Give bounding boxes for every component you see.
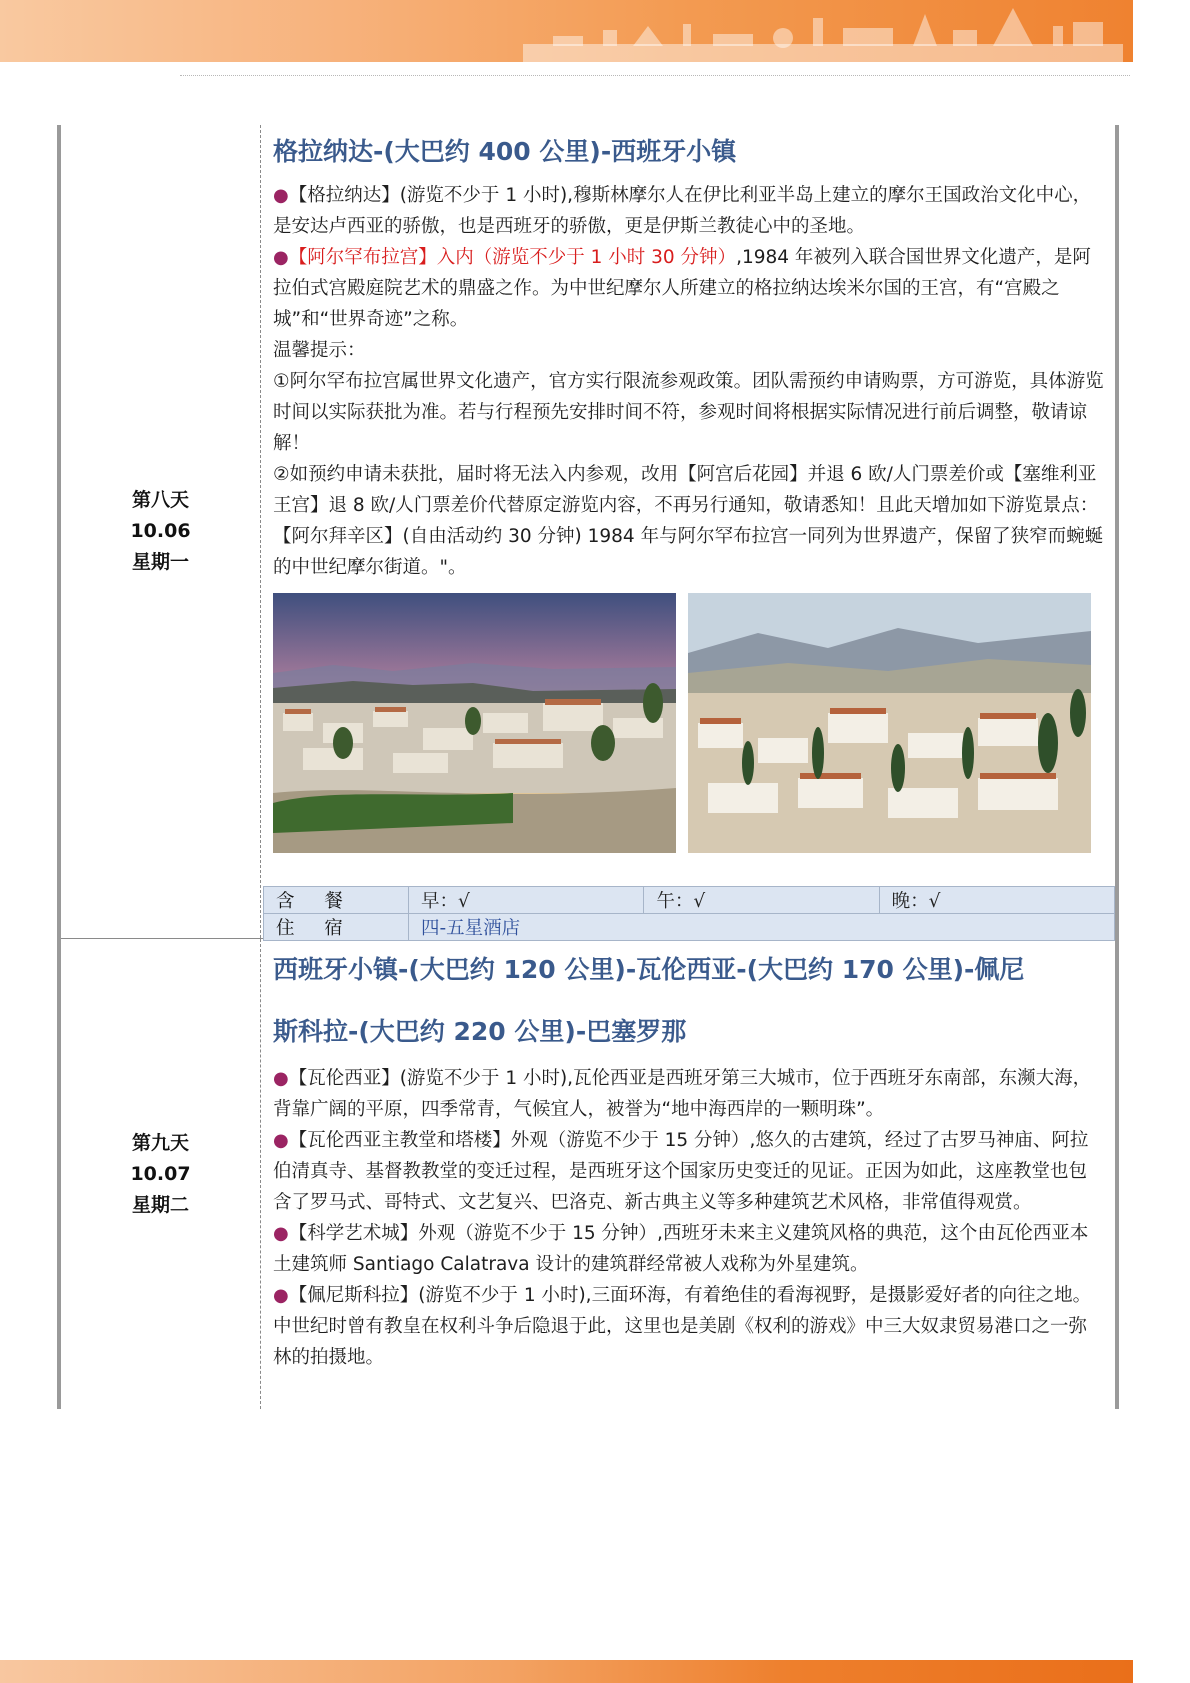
bullet-icon: ● [273, 1285, 289, 1306]
meals-lodging-table [263, 886, 1115, 941]
attraction-alhambra: ●【阿尔罕布拉宫】入内（游览不少于 1 小时 30 分钟）,1984 年被列入联合国世界文化遗产，是阿拉伯式宫殿庭院艺术的鼎盛之作。为中世纪摩尔人所建立的格拉纳达埃米尔国的王宫，有“宫殿之城”和“世界奇迹”之称。 [273, 247, 1091, 330]
attraction-granada: ●【格拉纳达】(游览不少于 1 小时),穆斯林摩尔人在伊比利亚半岛上建立的摩尔王国政治文化中心，是安达卢西亚的骄傲，也是西班牙的骄傲，更是伊斯兰教徒心中的圣地。 [273, 185, 1092, 237]
header-divider [180, 75, 1130, 76]
day-cell [61, 125, 261, 938]
dinner: 晚：√ [879, 887, 1114, 914]
day-weekday: 星期二 [131, 1193, 189, 1216]
attraction-peniscola: ●【佩尼斯科拉】(游览不少于 1 小时),三面环海，有着绝佳的看海视野，是摄影爱好者的向往之地。中世纪时曾有教皇在权利斗争后隐退于此，这里也是美剧《权利的游戏》中三大奴隶贸易港口之一弥林的拍摄地。 [273, 1285, 1092, 1368]
bullet-icon: ● [273, 1130, 289, 1151]
attraction-valencia-cathedral: ●【瓦伦西亚主教堂和塔楼】外观（游览不少于 15 分钟）,悠久的古建筑，经过了古罗马神庙、阿拉伯清真寺、基督教教堂的变迁过程，是西班牙这个国家历史变迁的见证。正因为如此，这座教堂也包含了罗马式、哥特式、文艺复兴、巴洛克、新古典主义等多种建筑艺术风格，非常值得观赏。 [273, 1130, 1089, 1213]
meals-label: 含 餐 [264, 887, 409, 914]
photo-row [273, 593, 1105, 853]
footer-banner [0, 1660, 1133, 1683]
hotel-value: 四-五星酒店 [409, 914, 1115, 941]
day-label [130, 485, 190, 578]
day-row-8 [61, 125, 1115, 939]
day-number: 第九天 [131, 1131, 189, 1154]
granada-sunset-photo [273, 593, 676, 853]
itinerary-table [57, 125, 1119, 1409]
tip-2: ②如预约申请未获批，届时将无法入内参观，改用【阿宫后花园】并退 6 欧/人门票差价或【塞维利亚王宫】退 8 欧/人门票差价代替原定游览内容，不再另行通知，敬请悉知！且此天增加如下游览景点：【阿尔拜辛区】(自由活动约 30 分钟) 1984 年与阿尔罕布拉宫一同列为世界遗产，保留了狭窄而蜿蜒的中世纪摩尔街道。"。 [273, 464, 1104, 578]
day-number: 第八天 [131, 489, 189, 511]
day-weekday: 星期一 [131, 551, 189, 573]
day-label [130, 1128, 190, 1221]
route-title-line-1: 西班牙小镇-(大巴约 120 公里)-瓦伦西亚-(大巴约 170 公里)-佩尼 [273, 955, 1025, 984]
lodging-label: 住 宿 [264, 914, 409, 941]
tip-1: ①阿尔罕布拉宫属世界文化遗产，官方实行限流参观政策。团队需预约申请购票，方可游览，具体游览时间以实际获批为准。若与行程预先安排时间不符，参观时间将根据实际情况进行前后调整，敬请谅解！ [273, 371, 1104, 454]
breakfast: 早：√ [409, 887, 644, 914]
route-title-line-2: 斯科拉-(大巴约 220 公里)-巴塞罗那 [273, 1017, 687, 1046]
bullet-icon: ● [273, 1068, 289, 1089]
day-content [261, 939, 1115, 1409]
day-cell [61, 939, 261, 1409]
city-skyline-icon [513, 0, 1133, 62]
alhambra-highlight: 【阿尔罕布拉宫】入内（游览不少于 1 小时 30 分钟） [288, 247, 737, 268]
lunch: 午：√ [644, 887, 879, 914]
header-banner [0, 0, 1133, 62]
tip-title: 温馨提示： [273, 340, 366, 361]
albaicin-photo [688, 593, 1091, 853]
route-title: 格拉纳达-(大巴约 400 公里)-西班牙小镇 [273, 137, 737, 166]
day-content [261, 125, 1115, 938]
bullet-icon: ● [273, 185, 289, 206]
bullet-icon: ● [273, 247, 289, 268]
bullet-icon: ● [273, 1223, 289, 1244]
day-date: 10.07 [130, 1162, 191, 1185]
day-date: 10.06 [130, 520, 191, 542]
attraction-science-city: ●【科学艺术城】外观（游览不少于 15 分钟）,西班牙未来主义建筑风格的典范，这个由瓦伦西亚本土建筑师 Santiago Calatrava 设计的建筑群经常被人戏称为外星建筑。 [273, 1223, 1089, 1275]
attraction-valencia: ●【瓦伦西亚】(游览不少于 1 小时),瓦伦西亚是西班牙第三大城市，位于西班牙东南部，东濒大海，背靠广阔的平原，四季常青，气候宜人，被誉为“地中海西岸的一颗明珠”。 [273, 1068, 1092, 1120]
day-row-9 [61, 939, 1115, 1409]
